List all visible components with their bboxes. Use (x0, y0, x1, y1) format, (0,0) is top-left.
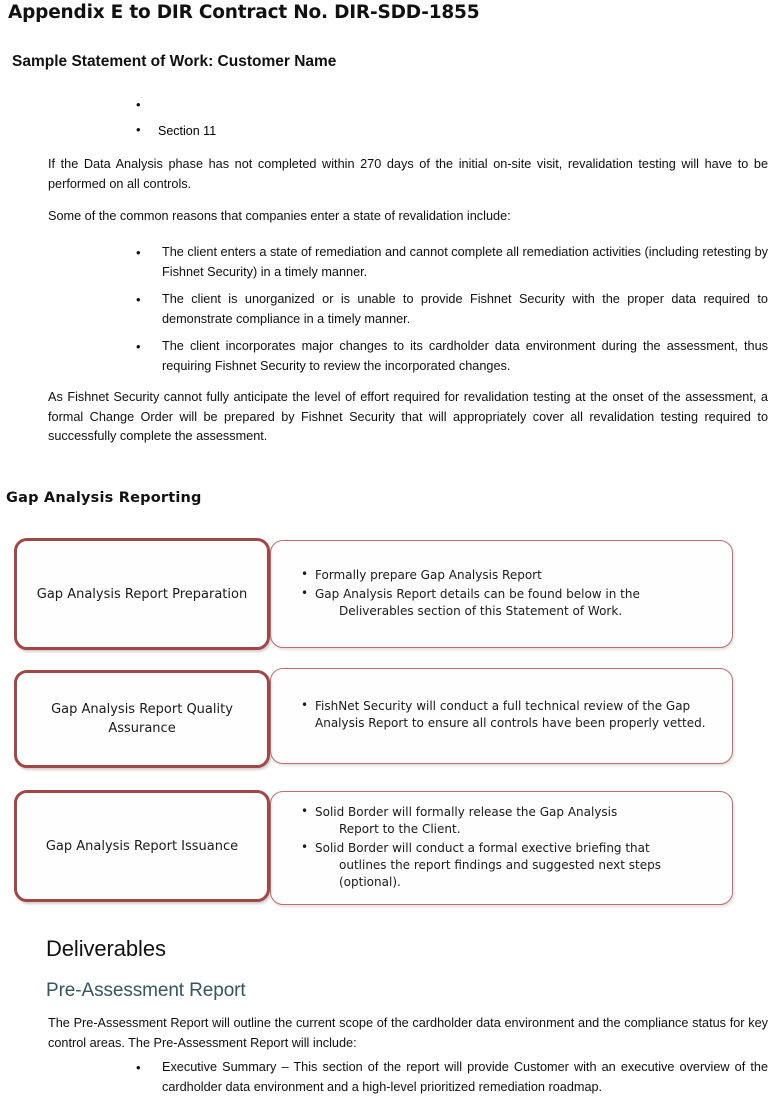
statement-of-work-heading: Sample Statement of Work: Customer Name (12, 53, 337, 70)
gap-analysis-reporting-heading: Gap Analysis Reporting (6, 490, 202, 506)
list-item-continuation: Deliverables section of this Statement of Work. (339, 603, 623, 618)
pre-assessment-bullet-list (134, 1058, 768, 1097)
paragraph-reasons-intro: Some of the common reasons that companies enter a state of revalidation include: (48, 209, 511, 223)
list-item (0, 98, 768, 114)
list-item (301, 567, 718, 584)
list-item: • Section 11 (0, 123, 768, 139)
page-title: Appendix E to DIR Contract No. DIR-SDD-1855 (8, 2, 480, 23)
diagram-stage-quality-assurance[interactable] (14, 670, 270, 768)
list-item (301, 698, 718, 732)
deliverables-heading: Deliverables (46, 936, 166, 961)
list-item-text: Solid Border will conduct a formal exective briefing that (315, 840, 650, 855)
list-item (301, 586, 718, 620)
diagram-detail-list (271, 698, 732, 734)
list-item-text: FishNet Security will conduct a full technical review of the Gap Analysis Report to ensure all controls have been properly vetted. (315, 699, 706, 730)
list-item-text: Formally prepare Gap Analysis Report (315, 567, 542, 582)
list-item: • The client incorporates major changes to its cardholder data environment during the assessment, thus requiring Fishnet Security to review the incorporated changes. (134, 337, 768, 376)
diagram-stage-label: Gap Analysis Report Issuance (45, 838, 239, 854)
diagram-detail-issuance[interactable] (270, 791, 733, 905)
diagram-detail-quality-assurance[interactable] (270, 668, 733, 764)
paragraph-pre-assessment: The Pre-Assessment Report will outline the current scope of the cardholder data environment and the compliance status for key control areas. The Pre-Assessment Report will include: (48, 1016, 768, 1050)
diagram-stage-issuance[interactable] (14, 790, 270, 902)
list-item: • Executive Summary – This section of the report will provide Customer with an executive overview of the cardholder data environment and a high-level prioritized remediation roadmap. (134, 1058, 768, 1097)
list-item (301, 804, 718, 838)
diagram-detail-list (271, 567, 732, 622)
list-item-continuation: outlines the report findings and suggested next steps (optional). (339, 857, 661, 889)
top-bullet-list (0, 98, 768, 139)
diagram-detail-list (271, 804, 732, 893)
list-item (301, 840, 718, 891)
list-item-text: Solid Border will formally release the Gap Analysis (315, 804, 618, 819)
diagram-stage-label: Gap Analysis Report Quality Assurance (51, 702, 233, 736)
diagram-stage-preparation[interactable] (14, 538, 270, 650)
diagram-detail-preparation[interactable] (270, 540, 733, 648)
list-item: • The client is unorganized or is unable to provide Fishnet Security with the proper data required to demonstrate compliance in a timely manner. (134, 290, 768, 329)
paragraph-revalidation: If the Data Analysis phase has not completed within 270 days of the initial on-site visit, revalidation testing will have to be performed on all controls. (48, 157, 768, 191)
list-item: • The client enters a state of remediation and cannot complete all remediation activities (including retesting by Fishnet Security) in a timely manner. (134, 243, 768, 282)
list-item-text: Gap Analysis Report details can be found below in the (315, 586, 640, 601)
pre-assessment-report-heading: Pre-Assessment Report (46, 980, 246, 1001)
paragraph-change-order: As Fishnet Security cannot fully anticipate the level of effort required for revalidation testing at the onset of the assessment, a formal Change Order will be prepared by Fishnet Security that will appropriately cover all revalidation testing required to successfully complete the assessment. (48, 390, 768, 443)
list-item-continuation: Report to the Client. (339, 821, 461, 836)
revalidation-reasons-list (134, 243, 768, 384)
diagram-stage-label: Gap Analysis Report Preparation (36, 586, 248, 602)
